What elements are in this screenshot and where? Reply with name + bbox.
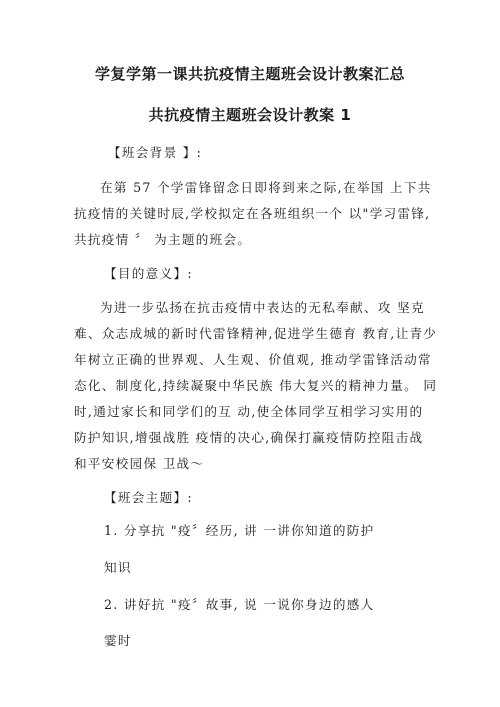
document-title: 学复学第一课共抗疫情主题班会设计教案汇总 [94, 65, 405, 83]
list-item: 2. 讲好抗 "疫〞故事, 说 一说你身边的感人 [104, 597, 375, 612]
paragraph-line: 时,通过家长和同学们的互 动,使全体同学互相学习实用的 [74, 404, 424, 419]
section-heading-background: 【班会背景 】: [108, 145, 203, 160]
paragraph-line: 年树立正确的世界观、人生观、价值观, 推动学雷锋活动常 [74, 352, 432, 367]
paragraph-line: 共抗疫情 〞 为主题的班会。 [74, 232, 252, 247]
section-heading-theme: 【班会主题】: [104, 490, 193, 505]
paragraph-line: 在第 57 个学雷锋留念日即将到来之际,在举国 上下共 [100, 180, 432, 195]
paragraph-line: 和平安校园保 卫战〜 [74, 456, 205, 471]
document-subtitle: 共抗疫情主题班会设计教案 1 [148, 106, 352, 124]
paragraph-line: 抗疫情的关键时辰,学校拟定在各班组织一个 以"学习雷锋, [74, 206, 431, 221]
paragraph-line: 难、众志成城的新时代雷锋精神,促进学生德育 教育,让青少 [74, 326, 438, 341]
paragraph-line: 防护知识,增强战胜 疫情的决心,确保打赢疫情防控阻击战 [74, 430, 424, 445]
list-item-continuation: 知识 [104, 560, 132, 575]
list-item: 1. 分享抗 "疫〞经历, 讲 一讲你知道的防护 [104, 523, 375, 538]
paragraph-line: 为进一步弘扬在抗击疫情中表达的无私奉献、攻 坚克 [100, 300, 425, 315]
list-item-continuation: 霎时 [104, 633, 132, 648]
section-heading-purpose: 【目的意义】: [104, 266, 193, 281]
paragraph-line: 态化、制度化,持续凝聚中华民族 伟大复兴的精神力量。 同 [74, 378, 438, 393]
